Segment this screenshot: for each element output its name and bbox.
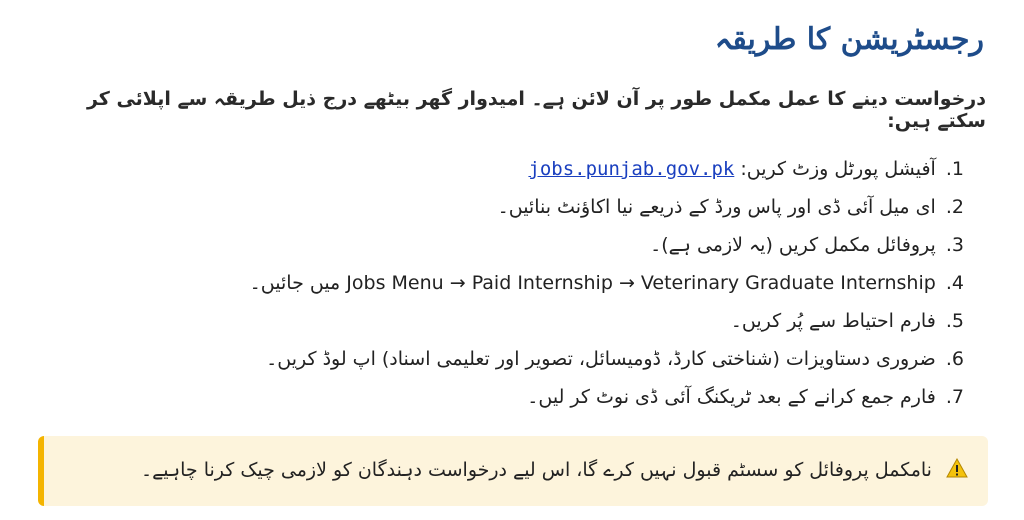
page-title: رجسٹریشن کا طریقہ bbox=[714, 22, 984, 57]
step-5 bbox=[64, 302, 964, 340]
warning-text: نامکمل پروفائل کو سسٹم قبول نہیں کرے گا، اس لیے درخواست دہندگان کو لازمی چیک کرنا چاہیے۔ bbox=[141, 459, 932, 481]
steps-list bbox=[64, 150, 964, 416]
step-4 bbox=[64, 264, 964, 302]
warning-content bbox=[141, 458, 968, 483]
step-number: 6. bbox=[945, 348, 964, 370]
step-text: پروفائل مکمل کریں (یہ لازمی ہے)۔ bbox=[650, 234, 936, 256]
intro-text: درخواست دینے کا عمل مکمل طور پر آن لائن ہے۔ امیدوار گھر بیٹھے درج ذیل طریقہ سے اپلائی کر سکتے ہیں: bbox=[86, 88, 986, 132]
step-7 bbox=[64, 378, 964, 416]
warning-note bbox=[38, 436, 988, 506]
step-number: 1. bbox=[945, 158, 964, 180]
step-text: ای میل آئی ڈی اور پاس ورڈ کے ذریعے نیا اکاؤنٹ بنائیں۔ bbox=[497, 196, 936, 218]
step-text: ضروری دستاویزات (شناختی کارڈ، ڈومیسائل، تصویر اور تعلیمی اسناد) اپ لوڈ کریں۔ bbox=[266, 348, 936, 370]
step-number: 4. bbox=[945, 272, 964, 294]
step-text: میں جائیں۔ bbox=[249, 272, 341, 294]
step-number: 5. bbox=[945, 310, 964, 332]
step-number: 3. bbox=[945, 234, 964, 256]
step-text: فارم احتیاط سے پُر کریں۔ bbox=[730, 310, 936, 332]
step-number: 7. bbox=[945, 386, 964, 408]
step-2 bbox=[64, 188, 964, 226]
step-6 bbox=[64, 340, 964, 378]
menu-path: Jobs Menu → Paid Internship → Veterinary Graduate Internship bbox=[346, 272, 936, 294]
portal-link[interactable]: jobs.punjab.gov.pk bbox=[528, 158, 735, 180]
step-text: آفیشل پورٹل وزٹ کریں: bbox=[740, 158, 936, 180]
step-text: فارم جمع کرانے کے بعد ٹریکنگ آئی ڈی نوٹ کر لیں۔ bbox=[527, 386, 936, 408]
step-3 bbox=[64, 226, 964, 264]
warning-icon bbox=[946, 458, 968, 483]
step-number: 2. bbox=[945, 196, 964, 218]
step-1 bbox=[64, 150, 964, 188]
